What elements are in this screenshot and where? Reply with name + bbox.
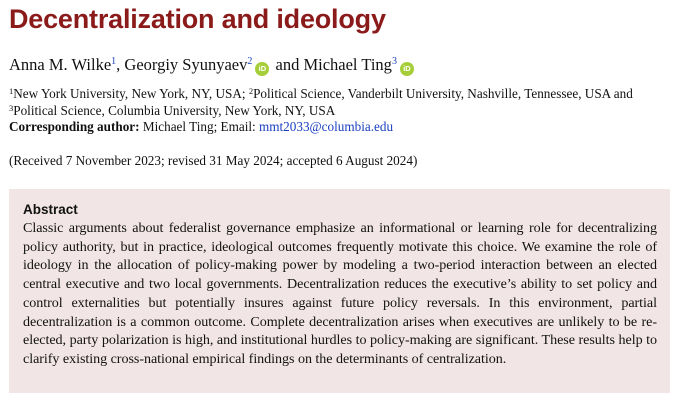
author-list: [9, 55, 416, 76]
paper-title: Decentralization and ideology: [9, 4, 386, 34]
affiliation-number: 2: [248, 86, 254, 96]
affiliation-number: 1: [9, 86, 14, 96]
affiliation-marker[interactable]: 2: [247, 56, 253, 67]
orcid-icon[interactable]: iD: [400, 62, 414, 76]
abstract-text: Classic arguments about federalist governance emphasize an informational or learning role for decentralizing policy authority, but in practice, ideological outcomes frequently motivate this choice. We examine the role of ideology in the allocation of policy-making power by modeling a two-period interaction between an elected central executive and two local governments. Decentralization reduces the executive’s ability to set policy and control externalities but potentially insures against future policy reversals. In this environment, partial decentralization is a common outcome. Complete decentralization arises when executives are unlikely to be re-elected, party polarization is high, and institutional hurdles to policy-making are significant. These results help to clarify existing cross-national empirical findings on the determinants of centralization.: [23, 220, 657, 367]
affiliations: [9, 86, 669, 136]
received-dates: (Received 7 November 2023; revised 31 May 2024; accepted 6 August 2024): [9, 153, 418, 168]
email-link[interactable]: mmt2033@columbia.edu: [258, 119, 394, 134]
author-name: Anna M. Wilke: [9, 55, 112, 74]
affiliation-number: 3: [9, 102, 14, 113]
corresponding-author-label: Corresponding author:: [9, 119, 140, 134]
author-separator: ,: [116, 55, 125, 74]
affiliation-text: New York University, New York, NY, USA;: [13, 86, 249, 101]
affiliation-marker[interactable]: 1: [111, 56, 117, 67]
orcid-icon[interactable]: iD: [255, 62, 269, 76]
author-name: Georgiy Syunyaev: [124, 55, 248, 74]
abstract-heading: Abstract: [23, 202, 78, 217]
affiliation-text: Political Science, Columbia University, New York, NY, USA: [13, 102, 336, 118]
affiliation-marker[interactable]: 3: [391, 56, 397, 67]
abstract-box: [9, 189, 670, 393]
author-name: Michael Ting: [303, 55, 392, 74]
corresponding-author-text: Michael Ting; Email:: [139, 119, 259, 134]
author-separator: and: [271, 55, 304, 74]
affiliation-text: Political Science, Vanderbilt University, Nashville, Tennessee, USA and: [253, 86, 633, 101]
